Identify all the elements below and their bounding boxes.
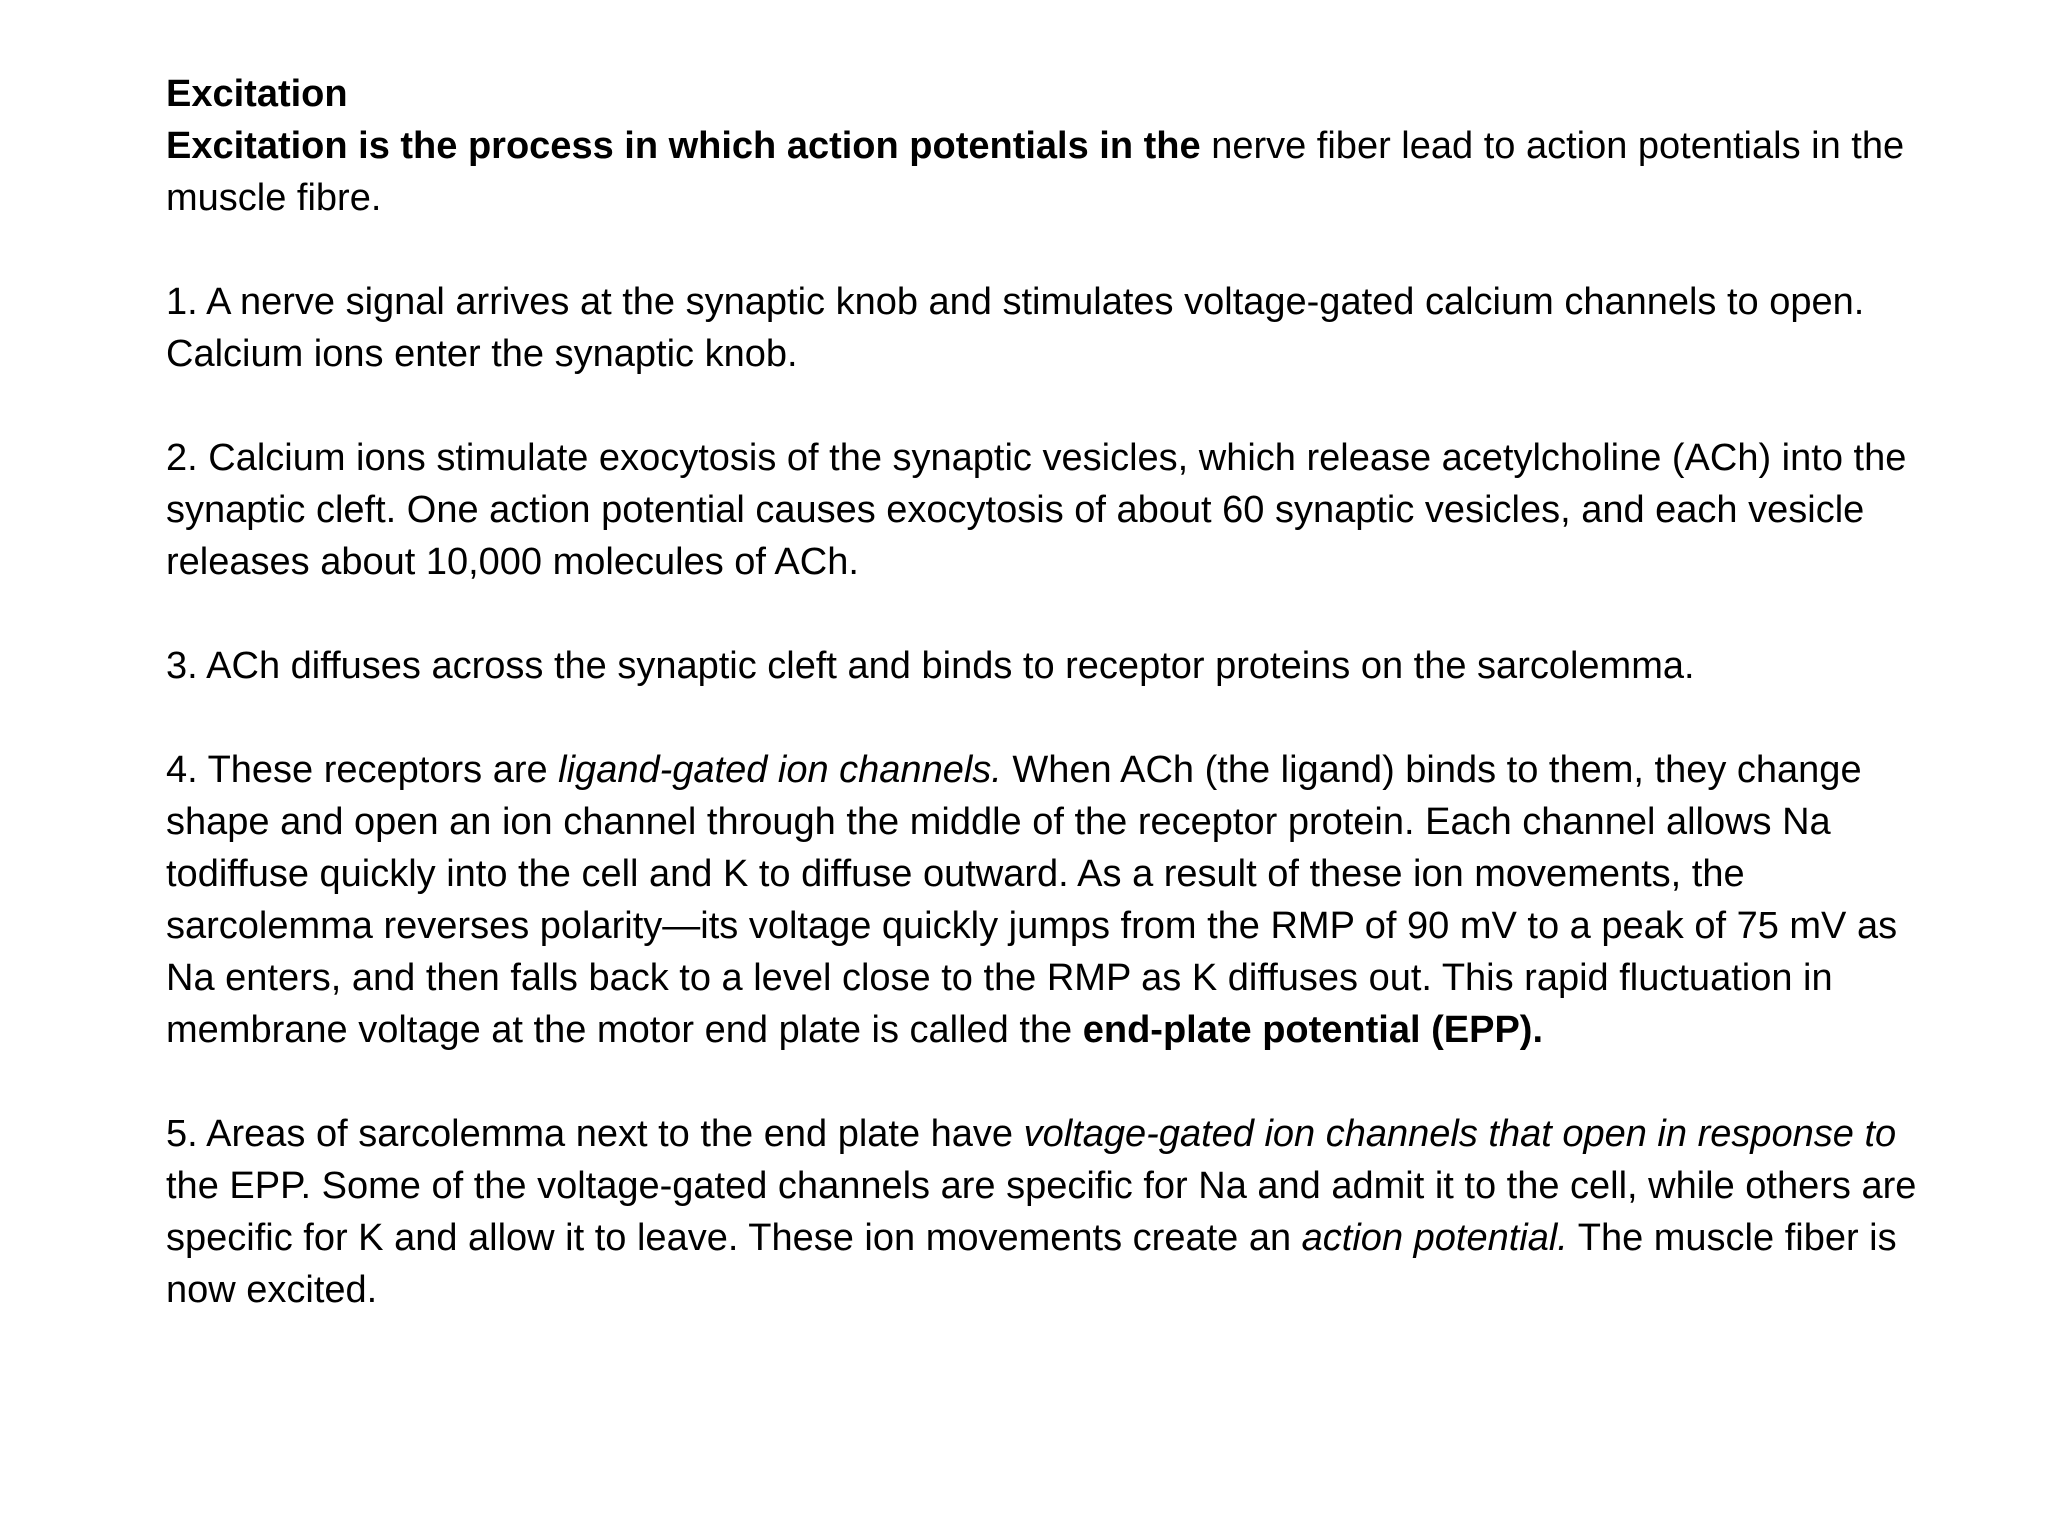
paragraph-gap — [166, 1056, 1926, 1108]
step-5-paragraph — [166, 1108, 1926, 1316]
step-4-text-a: 4. These receptors are — [166, 749, 559, 791]
intro-bold-text: Excitation is the process in which action potentials in the — [166, 125, 1201, 167]
step-4-bold-term: end-plate potential (EPP). — [1082, 1009, 1543, 1051]
paragraph-gap — [166, 692, 1926, 744]
intro-paragraph — [166, 120, 1926, 224]
step-5-italic-term: voltage-gated ion channels that open in response to — [1023, 1113, 1897, 1155]
paragraph-gap — [166, 588, 1926, 640]
step-5-text-a: 5. Areas of sarcolemma next to the end plate have — [166, 1113, 1024, 1155]
step-2-paragraph: 2. Calcium ions stimulate exocytosis of the synaptic vesicles, which release acetylcholine (ACh) into the synaptic cleft. One action potential causes exocytosis of about 60 synaptic vesicles, and each vesicle releases about 10,000 molecules of ACh. — [166, 437, 1907, 583]
step-4-paragraph — [166, 744, 1926, 1056]
paragraph-gap — [166, 380, 1926, 432]
step-4-italic-term: ligand-gated ion channels. — [558, 749, 1002, 791]
intro-rest-text: nerve fiber lead to action potentials in the muscle fibre. — [166, 125, 1905, 219]
step-4-text-c: When ACh (the ligand) binds to them, they change shape and open an ion channel through the middle of the receptor protein. Each channel allows Na todiffuse quickly into the cell and K to diffuse outward. As a result of these ion movements, the sarcolemma reverses polarity—its voltage quickly jumps from the RMP of 90 mV to a peak of 75 mV as Na enters, and then falls back to a level close to the RMP as K diffuses out. This rapid fluctuation in membrane voltage at the motor end plate is called the — [166, 749, 1898, 1051]
step-5-text-e: The muscle fiber is now excited. — [166, 1217, 1897, 1311]
step-1-paragraph: 1. A nerve signal arrives at the synaptic knob and stimulates voltage-gated calcium channels to open. Calcium ions enter the synaptic knob. — [166, 281, 1865, 375]
slide-content — [166, 68, 1926, 1316]
step-5-text-c: the EPP. Some of the voltage-gated channels are specific for Na and admit it to the cell, while others are specific for K and allow it to leave. These ion movements create an — [166, 1165, 1917, 1259]
step-3-paragraph: 3. ACh diffuses across the synaptic cleft and binds to receptor proteins on the sarcolemma. — [166, 645, 1695, 687]
slide-heading: Excitation — [166, 73, 348, 115]
step-5-italic-term-2: action potential. — [1301, 1217, 1568, 1259]
paragraph-gap — [166, 224, 1926, 276]
